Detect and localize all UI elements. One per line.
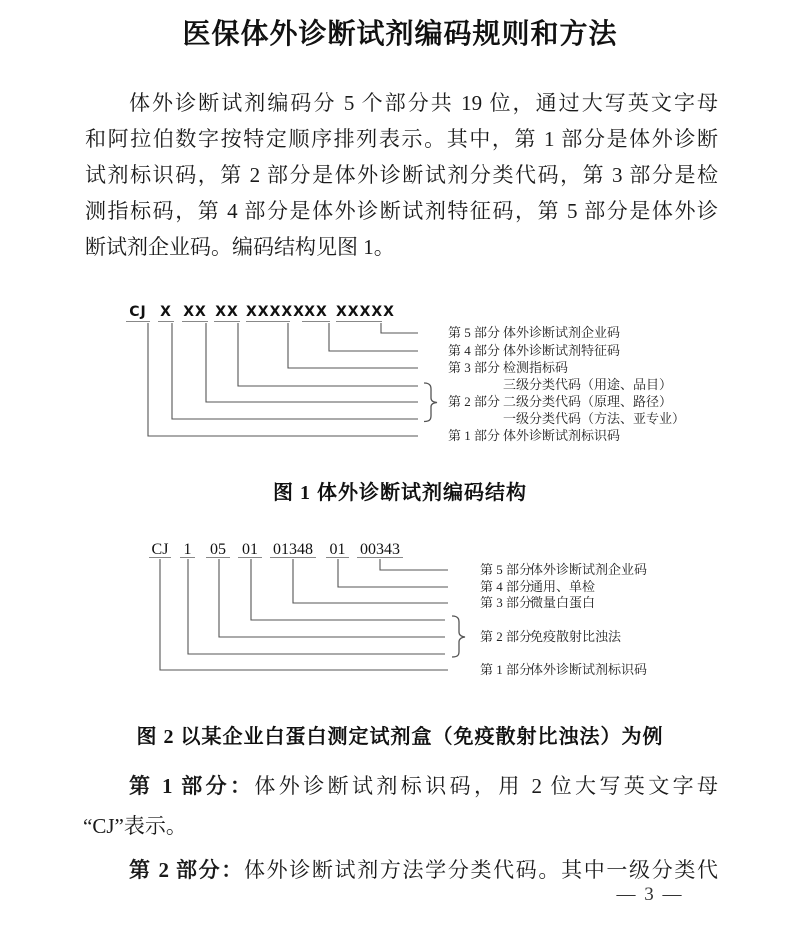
figure1-label-row xyxy=(448,410,685,428)
figure2-part-desc: 体外诊断试剂标识码 xyxy=(530,662,648,677)
figure1-code-segment: XXXXX xyxy=(246,304,305,320)
figure2-caption: 图 2 以某企业白蛋白测定试剂盒（免疫散射比浊法）为例 xyxy=(136,726,664,748)
part2-text: 体外诊断试剂方法学分类代码。其中一级分类代 xyxy=(243,858,719,882)
figure1-part-name: 第 2 部分 xyxy=(448,394,501,409)
figure2-code-segment: 01 xyxy=(238,542,262,558)
figure1-part-name: 第 3 部分 xyxy=(448,360,501,375)
figure2-part-name: 第 4 部分 xyxy=(480,579,533,594)
figure2-code-segment: 05 xyxy=(206,542,230,558)
intro-line: 试剂标识码，第 2 部分是体外诊断试剂分类代码，第 3 部分是检 xyxy=(85,163,718,187)
figure2-part-name: 第 1 部分 xyxy=(480,662,533,677)
figure1-code-segment: XX xyxy=(215,304,239,320)
figure2-code-segment: 00343 xyxy=(357,542,403,558)
page-title: 医保体外诊断试剂编码规则和方法 xyxy=(182,19,618,50)
intro-line: 断试剂企业码。编码结构见图 1。 xyxy=(85,235,395,259)
figure1-label-row xyxy=(448,359,568,377)
figure2-code-segment: CJ xyxy=(149,542,171,558)
figure2-part-desc: 通用、单检 xyxy=(530,579,596,594)
figure1-label-row xyxy=(448,427,620,445)
figure1-part-desc: 检测指标码 xyxy=(503,360,569,375)
figure1-label-row xyxy=(448,376,672,394)
page-number: — 3 — xyxy=(616,884,684,905)
part2-paragraph-line xyxy=(85,852,718,888)
intro-line: 和阿拉伯数字按特定顺序排列表示。其中，第 1 部分是体外诊断 xyxy=(85,127,718,151)
figure2-label-row xyxy=(480,628,621,646)
figure2-label-row xyxy=(480,561,647,579)
figure1-code-segment: XX xyxy=(302,303,330,322)
figure2-part-desc: 微量白蛋白 xyxy=(530,595,596,610)
figure1-label-row xyxy=(448,342,620,360)
figure2-part-desc: 体外诊断试剂企业码 xyxy=(530,562,648,577)
figure1-code-segment: X xyxy=(158,303,174,322)
figure2-part-name: 第 5 部分 xyxy=(480,562,533,577)
figure2-code-segment: 1 xyxy=(180,542,195,558)
part1-text: 体外诊断试剂标识码，用 2 位大写英文字母 xyxy=(254,774,719,798)
figure1-part-name: 第 5 部分 xyxy=(448,325,501,340)
figure1-part-name: 第 4 部分 xyxy=(448,343,501,358)
figure1-part-desc: 体外诊断试剂标识码 xyxy=(503,428,621,443)
figure1-part-name: 第 1 部分 xyxy=(448,428,501,443)
figure1-part-desc: 体外诊断试剂特征码 xyxy=(503,343,621,358)
intro-line: 体外诊断试剂编码分 5 个部分共 19 位，通过大写英文字母 xyxy=(129,91,718,115)
intro-line: 测指标码，第 4 部分是体外诊断试剂特征码，第 5 部分是体外诊 xyxy=(85,199,718,223)
part2-label: 第 2 部分： xyxy=(129,858,244,882)
figure1-caption: 图 1 体外诊断试剂编码结构 xyxy=(273,482,527,504)
figure2-label-row xyxy=(480,661,647,679)
figure1-part-desc: 体外诊断试剂企业码 xyxy=(503,325,621,340)
figure1-code-segment: XXXXX xyxy=(336,304,395,320)
figure2-part-name: 第 2 部分 xyxy=(480,629,533,644)
figure1-label-row xyxy=(448,324,620,342)
figure2-part-name: 第 3 部分 xyxy=(480,595,533,610)
figure1-part-desc: 三级分类代码（用途、品目） xyxy=(503,377,673,392)
figure2-part-desc: 免疫散射比浊法 xyxy=(530,629,622,644)
figure2-label-row xyxy=(480,594,595,612)
figure2-code-segment: 01348 xyxy=(270,542,316,558)
figure1-part-desc: 二级分类代码（原理、路径） xyxy=(503,394,673,409)
figure1-code-segment: CJ xyxy=(126,303,150,322)
figure1-part-desc: 一级分类代码（方法、亚专业） xyxy=(503,411,686,426)
figure2-code-segment: 01 xyxy=(326,542,349,558)
part1-label: 第 1 部分： xyxy=(129,774,255,798)
part1-paragraph-line xyxy=(85,768,718,804)
part1-paragraph-line2: “CJ”表示。 xyxy=(83,814,187,838)
figure1-code-segment: XX xyxy=(183,304,207,320)
figure1-label-row xyxy=(448,393,672,411)
